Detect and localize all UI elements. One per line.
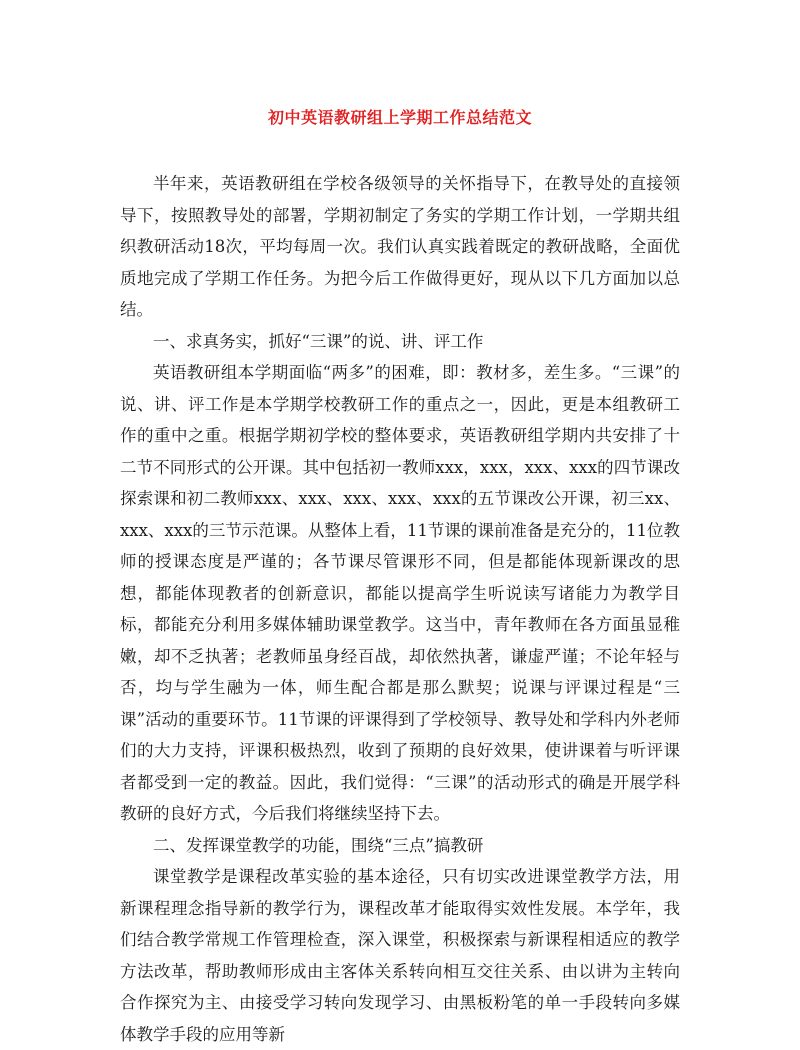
document-title: 初中英语教研组上学期工作总结范文 [267, 108, 532, 127]
document-body [120, 168, 680, 1050]
section-2-heading: 二、发挥课堂教学的功能，围绕“三点”搞教研 [153, 835, 484, 855]
section-1-paragraph: 英语教研组本学期面临“两多”的困难，即：教材多，差生多。“三课”的说、讲、评工作是本学期学校教研工作的重点之一，因此，更是本组教研工作的重中之重。根据学期初学校的整体要求，英语教研组学期内共安排了十二节不同形式的公开课。其中包括初一教师xxx，xxx，xxx、xxx的四节课改探索课和初二教师xxx、xxx、xxx、xxx、xxx的五节课改公开课，初三xx、xxx、xxx的三节示范课。从整体上看，11节课的课前准备是充分的，11位教师的授课态度是严谨的；各节课尽管课形不同，但是都能体现新课改的思想，都能体现教者的创新意识，都能以提高学生听说读写诸能力为教学目标，都能充分利用多媒体辅助课堂教学。这当中，青年教师在各方面虽显稚嫩，却不乏执著；老教师虽身经百战，却依然执著，谦虚严谨；不论年轻与否，均与学生融为一体，师生配合都是那么默契；说课与评课过程是“三课”活动的重要环节。11节课的评课得到了学校领导、教导处和学科内外老师们的大力支持，评课积极热烈，收到了预期的良好效果，使讲课着与听评课者都受到一定的教益。因此，我们觉得：“三课”的活动形式的确是开展学科教研的良好方式，今后我们将继续坚持下去。 [120, 363, 680, 823]
section-2-paragraph: 课堂教学是课程改革实验的基本途径，只有切实改进课堂教学方法，用新课程理念指导新的教学行为，课程改革才能取得实效性发展。本学年，我们结合教学常规工作管理检查，深入课堂，积极探索与新课程相适应的教学方法改革，帮助教师形成由主客体关系转向相互交往关系、由以讲为主转向合作探究为主、由接受学习转向发现学习、由黑板粉笔的单一手段转向多媒体教学手段的应用等新 [120, 867, 680, 1044]
intro-paragraph: 半年来，英语教研组在学校各级领导的关怀指导下，在教导处的直接领导下，按照教导处的部署，学期初制定了务实的学期工作计划，一学期共组织教研活动18次，平均每周一次。我们认真实践着既定的教研战略，全面优质地完成了学期工作任务。为把今后工作做得更好，现从以下几方面加以总结。 [120, 174, 680, 319]
section-1-heading: 一、求真务实，抓好“三课”的说、讲、评工作 [153, 331, 484, 351]
